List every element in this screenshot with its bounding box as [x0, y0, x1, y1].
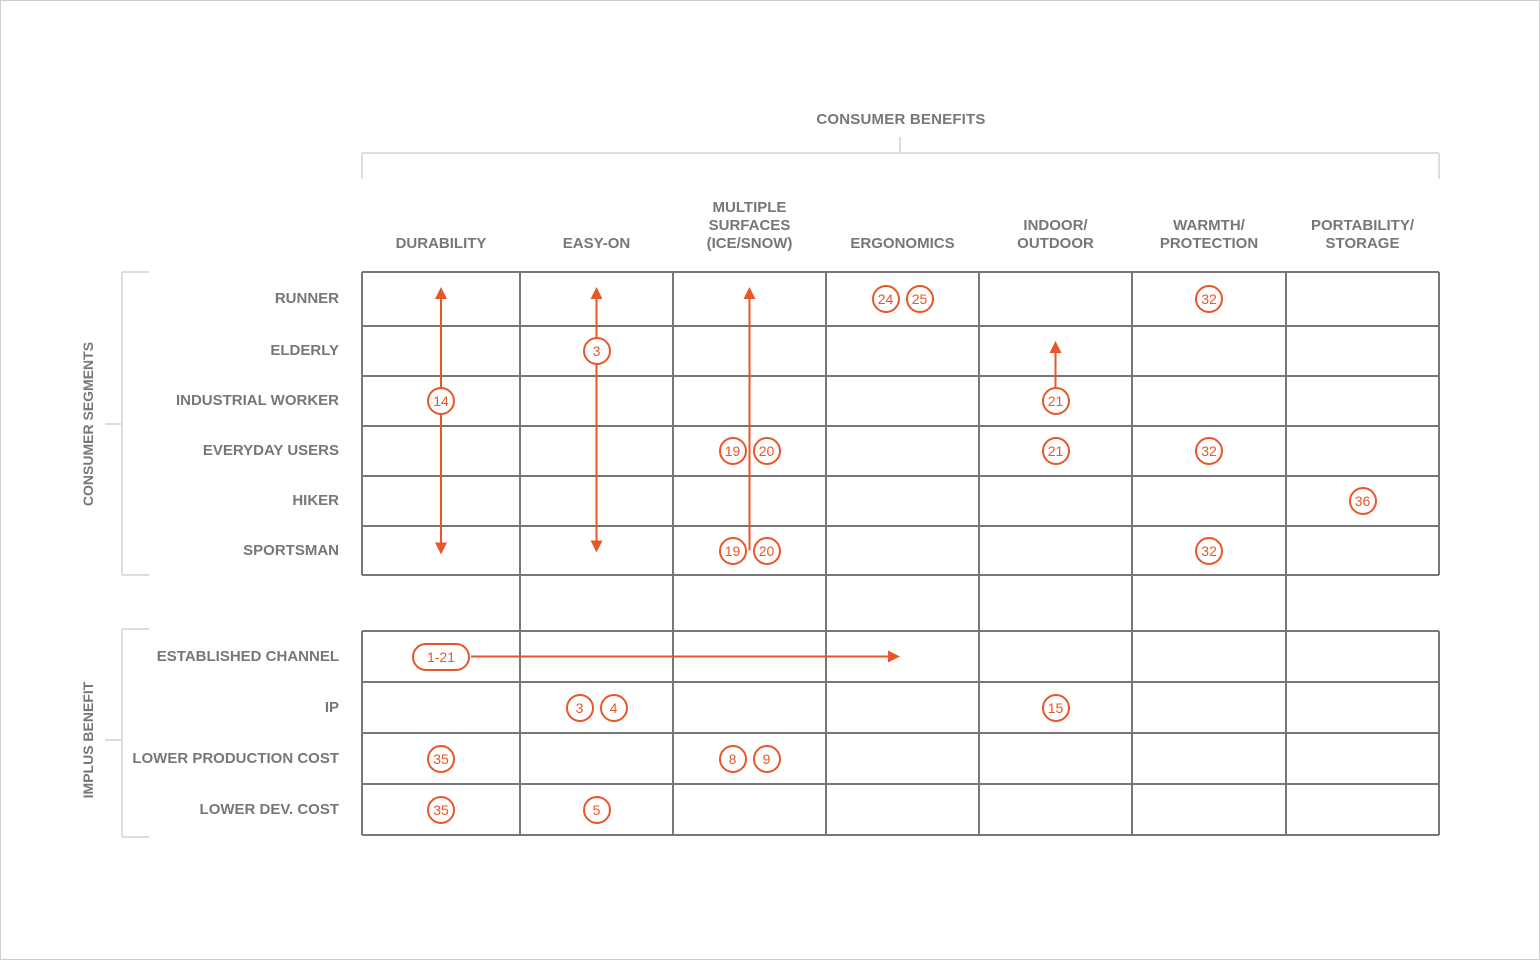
- reference-badge: 3: [566, 694, 594, 722]
- group-label: CONSUMER SEGMENTS: [80, 341, 96, 507]
- column-header-line: STORAGE: [1325, 235, 1400, 252]
- arrow-indoor-up-head: [1050, 341, 1062, 353]
- column-header: [366, 193, 516, 253]
- column-header-line: (ICE/SNOW): [706, 235, 793, 252]
- row-header: ESTABLISHED CHANNEL: [156, 647, 339, 665]
- group-label: IMPLUS BENEFIT: [80, 681, 96, 799]
- row-header: LOWER DEV. COST: [199, 800, 339, 818]
- diagram-title: CONSUMER BENEFITS: [816, 111, 986, 128]
- column-header: [1288, 193, 1438, 253]
- row-header: INDUSTRIAL WORKER: [175, 392, 339, 409]
- column-header-line: INDOOR/: [1023, 217, 1088, 234]
- reference-badge: 3: [583, 337, 611, 365]
- reference-badge: 8: [719, 745, 747, 773]
- column-header: [1134, 193, 1284, 253]
- column-header-line: DURABILITY: [395, 235, 487, 252]
- column-header-line: EASY-ON: [562, 235, 631, 252]
- row-header: ELDERLY: [270, 342, 339, 359]
- arrow-channel-right-head: [888, 651, 900, 663]
- column-header-line: PORTABILITY/: [1310, 217, 1415, 234]
- reference-badge: 19: [719, 537, 747, 565]
- column-header-line: MULTIPLE: [712, 199, 787, 216]
- column-header-line: ERGONOMICS: [850, 235, 955, 252]
- row-header: RUNNER: [274, 290, 339, 307]
- reference-badge: 5: [583, 796, 611, 824]
- column-header: [981, 193, 1131, 253]
- arrow-easyon-down-head: [591, 541, 603, 553]
- reference-badge: 32: [1195, 437, 1223, 465]
- reference-badge: 9: [753, 745, 781, 773]
- arrow-easyon-up-head: [591, 287, 603, 299]
- reference-badge: 21: [1042, 387, 1070, 415]
- row-header: LOWER PRODUCTION COST: [132, 749, 339, 767]
- reference-badge: 24: [872, 285, 900, 313]
- reference-badge: 35: [427, 796, 455, 824]
- reference-badge: 19: [719, 437, 747, 465]
- arrow-durability-up-head: [435, 287, 447, 299]
- reference-badge: 1-21: [412, 643, 470, 671]
- reference-badge: 4: [600, 694, 628, 722]
- column-header: [522, 193, 672, 253]
- reference-badge: 20: [753, 537, 781, 565]
- column-header-line: PROTECTION: [1159, 235, 1259, 252]
- column-header-line: SURFACES: [708, 217, 791, 234]
- column-header-line: WARMTH/: [1173, 217, 1245, 234]
- reference-badge: 36: [1349, 487, 1377, 515]
- reference-badge: 35: [427, 745, 455, 773]
- column-header: [675, 193, 825, 253]
- reference-badge: 14: [427, 387, 455, 415]
- row-header: HIKER: [292, 492, 339, 509]
- reference-badge: 21: [1042, 437, 1070, 465]
- reference-badge: 25: [906, 285, 934, 313]
- row-header: SPORTSMAN: [243, 541, 339, 559]
- column-header: [828, 193, 978, 253]
- column-header-line: OUTDOOR: [1017, 235, 1094, 252]
- row-header: IP: [324, 698, 339, 716]
- reference-badge: 20: [753, 437, 781, 465]
- row-header: EVERYDAY USERS: [202, 442, 339, 459]
- reference-badge: 32: [1195, 285, 1223, 313]
- reference-badge: 15: [1042, 694, 1070, 722]
- arrow-surfaces-up-head: [744, 287, 756, 299]
- arrow-durability-down-head: [435, 543, 447, 555]
- reference-badge: 32: [1195, 537, 1223, 565]
